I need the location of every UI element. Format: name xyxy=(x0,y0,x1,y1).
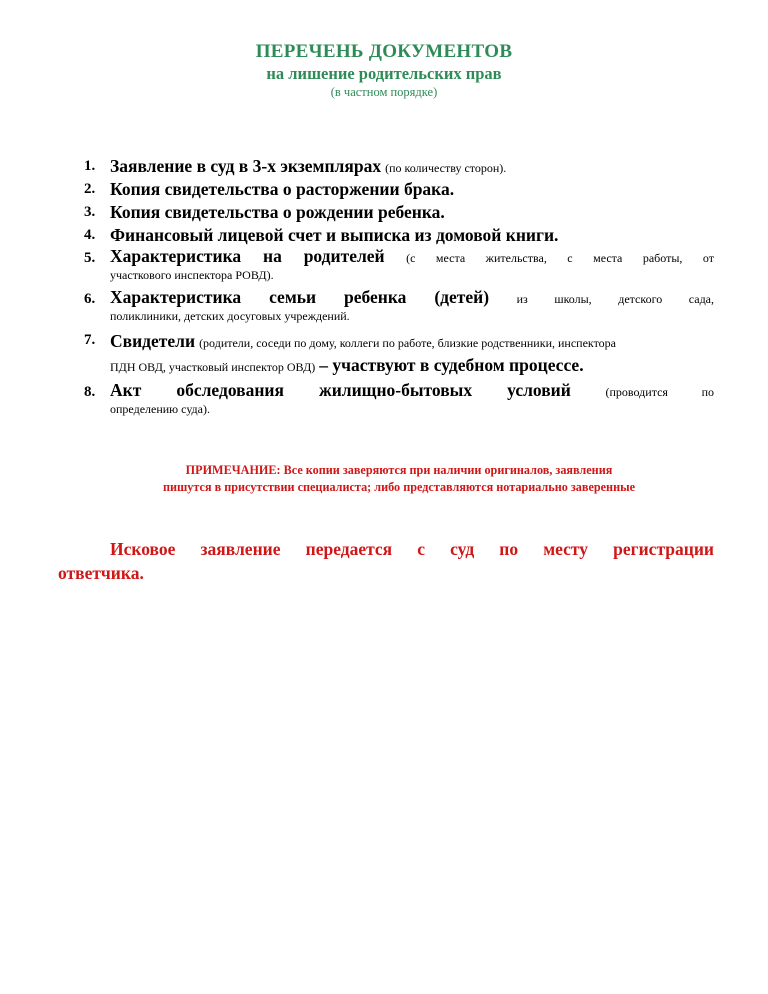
list-item-number: 6. xyxy=(84,291,96,307)
remark-note xyxy=(84,462,714,496)
claim-line-2: ответчика. xyxy=(58,563,144,583)
list-item-number: 5. xyxy=(84,250,96,266)
list-item xyxy=(84,382,714,417)
list-item-title: Характеристика на родителей xyxy=(110,246,385,266)
list-item-number: 7. xyxy=(84,332,96,348)
list-item xyxy=(84,179,714,201)
list-item xyxy=(84,330,714,378)
list-item-note-cont: поликлиники, детских досуговых учреждений. xyxy=(110,309,350,323)
list-item-title: Копия свидетельства о рождении ребенка. xyxy=(110,202,445,222)
claim-line-1: Исковое заявление передается с суд по месту регистрации xyxy=(110,539,714,559)
list-item-note: (по количеству сторон). xyxy=(385,161,507,175)
list-item xyxy=(84,156,714,178)
document-header xyxy=(0,40,768,100)
list-item-title: Копия свидетельства о расторжении брака. xyxy=(110,179,455,199)
list-item xyxy=(84,248,714,283)
list-item-note: из школы, детского сада, xyxy=(516,292,714,306)
list-item xyxy=(84,289,714,324)
list-item-note: (родители, соседи по дому, коллеги по работе, близкие родственники, инспектора xyxy=(199,336,616,350)
list-item-note-cont: определению суда). xyxy=(110,402,210,416)
remark-line-2: пишутся в присутствии специалиста; либо представляются нотариально заверенные xyxy=(162,480,636,494)
list-item-note: (с места жительства, с места работы, от xyxy=(406,251,714,265)
documents-list xyxy=(84,156,714,419)
list-item-note-cont: ПДН ОВД, участковый инспектор ОВД) xyxy=(110,360,316,374)
list-item xyxy=(84,202,714,224)
list-item-title-cont: – участвуют в судебном процессе. xyxy=(319,355,584,375)
list-item-title: Свидетели xyxy=(110,331,196,351)
remark-line-1: ПРИМЕЧАНИЕ: Все копии заверяются при наличии оригиналов, заявления xyxy=(185,463,613,477)
list-item-number: 4. xyxy=(84,227,96,243)
list-item-number: 3. xyxy=(84,204,96,220)
list-item-title: Характеристика семьи ребенка (детей) xyxy=(110,287,490,307)
list-item-note: (проводится по xyxy=(605,385,715,399)
list-item-number: 1. xyxy=(84,158,96,174)
document-title: ПЕРЕЧЕНЬ ДОКУМЕНТОВ xyxy=(255,41,513,62)
list-item-title: Акт обследования жилищно-бытовых условий xyxy=(110,380,571,400)
document-subtitle: на лишение родительских прав xyxy=(266,64,502,83)
list-item-number: 2. xyxy=(84,181,96,197)
document-subtitle-note: (в частном порядке) xyxy=(330,85,438,99)
list-item-title: Финансовый лицевой счет и выписка из домовой книги. xyxy=(110,225,559,245)
claim-note xyxy=(58,537,714,585)
list-item-note-cont: участкового инспектора РОВД). xyxy=(110,268,274,282)
list-item-number: 8. xyxy=(84,384,96,400)
list-item-title: Заявление в суд в 3-х экземплярах xyxy=(110,156,382,176)
list-item xyxy=(84,225,714,247)
